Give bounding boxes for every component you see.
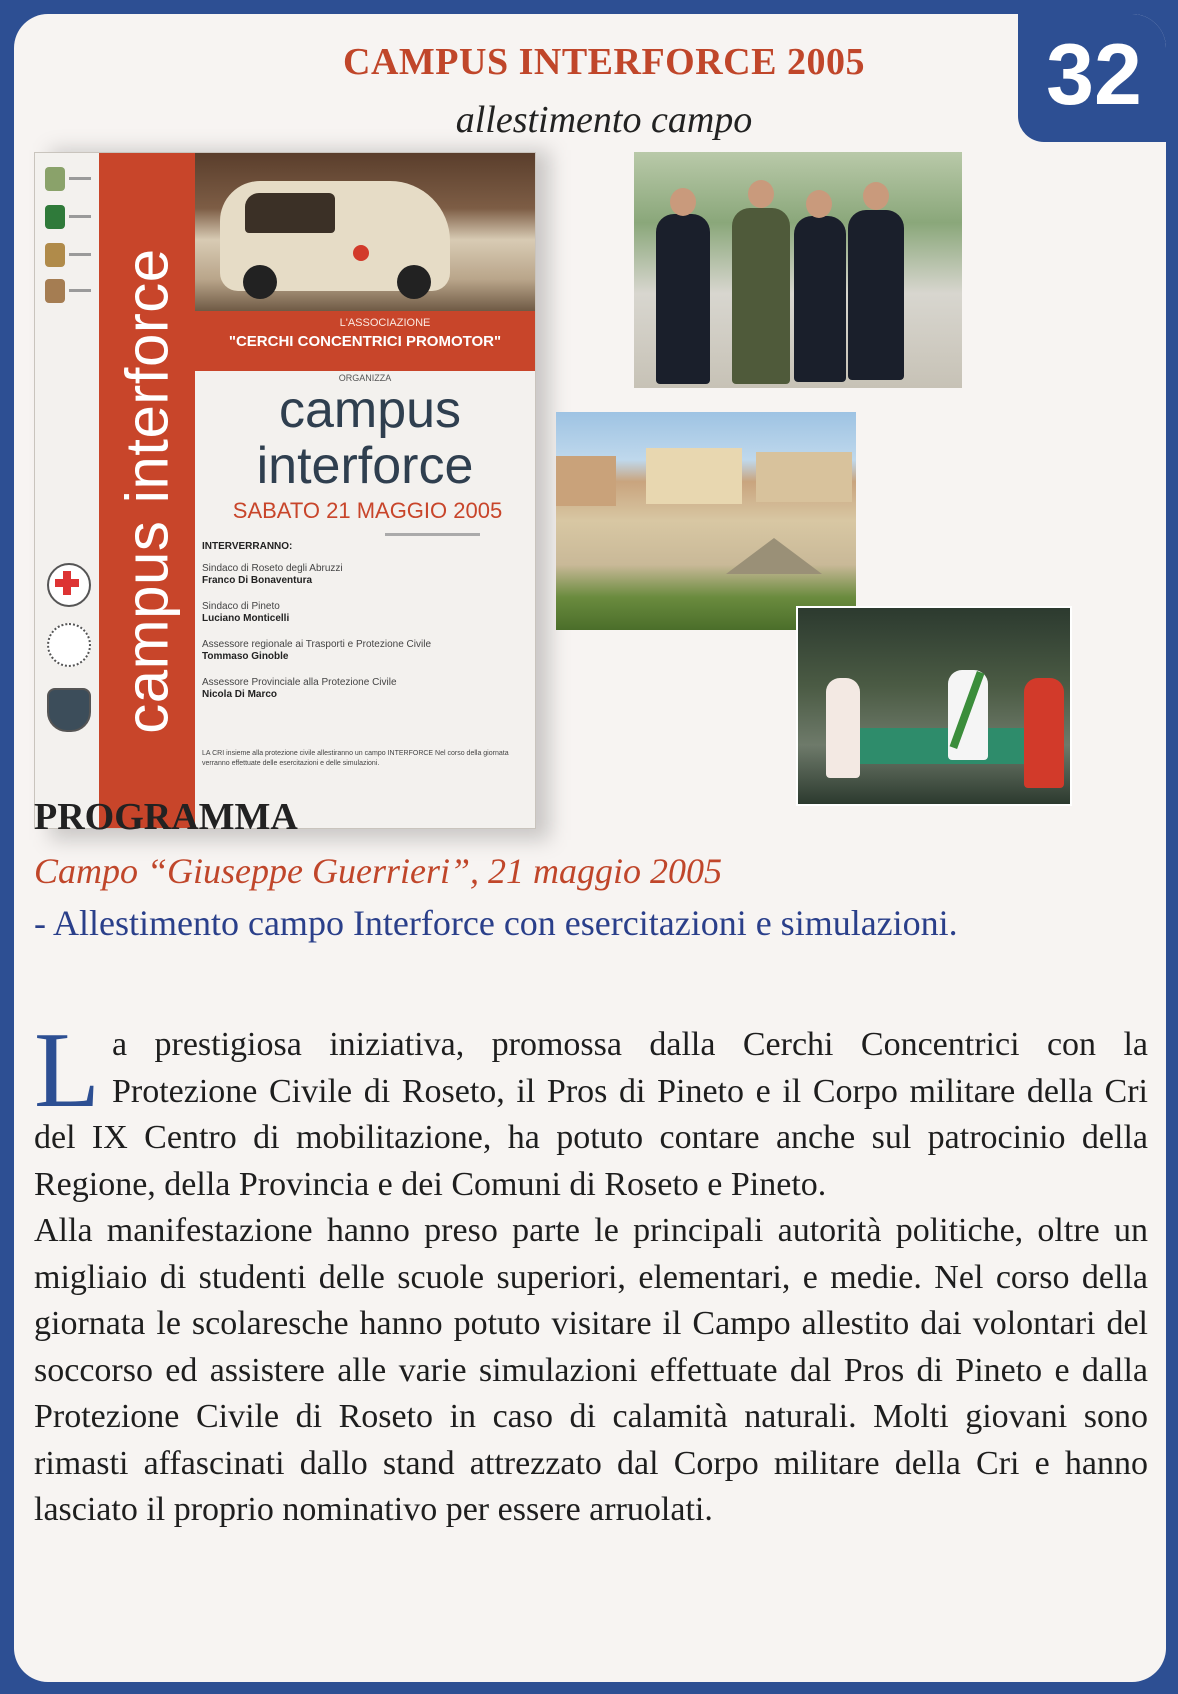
wheel-icon	[397, 265, 431, 299]
fine-print-line	[385, 533, 480, 536]
officer-figure	[656, 214, 710, 384]
guest-name: Nicola Di Marco	[202, 689, 278, 700]
civil-protection-badge-icon	[47, 623, 91, 667]
logo-caption	[69, 289, 91, 292]
civilian-figure	[794, 216, 846, 382]
page-number: 32	[1018, 14, 1166, 142]
rescuer-figure	[1024, 678, 1064, 788]
article-paragraph: a prestigiosa iniziativa, promossa dalla Cerchi Concentrici con la Protezione Civile di Roseto, il Pros di Pineto e il Corpo militare della Cri del IX Centro di mobilitazione, ha potuto contare anche sul patrocinio della Regione, della Provincia e dei Comuni di Roseto e Pineto.	[34, 1026, 1148, 1203]
page-title: CAMPUS INTERFORCE 2005	[343, 41, 865, 83]
town-crest-icon	[45, 279, 65, 303]
guest-name: Franco Di Bonaventura	[202, 575, 313, 586]
officials-group-photo	[634, 152, 962, 388]
logo-caption	[69, 253, 91, 256]
poster-campus-word: campus	[278, 381, 462, 439]
poster-footnote: LA CRI insieme alla protezione civile allestiranno un campo INTERFORCE Nel corso della giornata verranno effettuate delle esercitazioni e delle simulazioni.	[202, 750, 509, 767]
interverranno-label: INTERVERRANNO:	[202, 541, 293, 552]
officer-head	[670, 188, 696, 216]
first-aid-simulation-photo	[796, 606, 1072, 806]
building	[756, 452, 852, 502]
region-logo-icon	[45, 205, 65, 229]
soldier-head	[748, 180, 774, 208]
building	[556, 456, 616, 506]
carabiniere-head	[863, 182, 889, 210]
drop-cap: L	[34, 1011, 100, 1130]
article-paragraph: Alla manifestazione hanno preso parte le principali autorità politiche, oltre un migliaio di studenti delle scuole superiori, elementari, e medie. Nel corso della giornata le scolaresche hanno potuto visitare il Campo allestito dai volontari del soccorso ed assistere alle varie simulazioni effettuate dal Pros di Pineto e dalla Protezione Civile di Roseto in caso di calamità naturali. Molti giovani sono rimasti affascinati dallo stand attrezzato dal Corpo militare della Cri e hanno lasciato il proprio nominativo per essere arruolati.	[34, 1212, 1148, 1528]
page-subtitle: allestimento campo	[455, 99, 753, 141]
campo-line: Campo “Giuseppe Guerrieri”, 21 maggio 2005	[34, 851, 723, 891]
guest-name: Luciano Monticelli	[202, 613, 290, 624]
guest-entry	[202, 639, 532, 663]
carabiniere-figure	[848, 210, 904, 380]
guest-entry	[202, 601, 532, 625]
poster-vertical-title	[99, 153, 195, 828]
guest-list	[202, 563, 532, 715]
wheel-icon	[243, 265, 277, 299]
municipal-crest-icon	[45, 167, 65, 191]
stretcher	[838, 728, 1048, 764]
building	[646, 448, 742, 504]
guest-entry	[202, 677, 532, 701]
association-name: "CERCHI CONCENTRICI PROMOTOR"	[228, 333, 502, 350]
guest-role: Assessore regionale ai Trasporti e Protezione Civile	[202, 639, 431, 650]
civilian-head	[806, 190, 832, 218]
camp-field-photo	[556, 412, 856, 630]
guest-role: Assessore Provinciale alla Protezione Civile	[202, 677, 397, 688]
activity-line: - Allestimento campo Interforce con esercitazioni e simulazioni.	[34, 903, 958, 943]
article-body	[34, 1011, 1148, 1534]
guest-entry	[202, 563, 532, 587]
guest-name: Tommaso Ginoble	[202, 651, 289, 662]
province-crest-icon	[45, 243, 65, 267]
association-label: L'ASSOCIAZIONE	[339, 317, 431, 329]
organizza-label: ORGANIZZA	[338, 373, 392, 383]
logo-caption	[69, 215, 91, 218]
poster-interforce-word: interforce	[256, 437, 474, 495]
military-shield-icon	[47, 688, 91, 732]
nurse-figure	[826, 678, 860, 778]
guest-role: Sindaco di Roseto degli Abruzzi	[202, 563, 343, 574]
guest-role: Sindaco di Pineto	[202, 601, 280, 612]
sponsor-logos	[35, 153, 95, 828]
field-tent	[726, 538, 822, 574]
programma-heading: PROGRAMMA	[34, 796, 298, 838]
event-poster	[34, 152, 536, 829]
ambulance-window	[245, 193, 335, 233]
poster-date: SABATO 21 MAGGIO 2005	[232, 498, 503, 523]
soldier-figure	[732, 208, 790, 384]
ambulance-cross-icon	[353, 245, 369, 261]
red-cross-icon	[47, 563, 91, 607]
poster-vertical-title-text: campus interforce	[113, 247, 181, 734]
logo-caption	[69, 177, 91, 180]
